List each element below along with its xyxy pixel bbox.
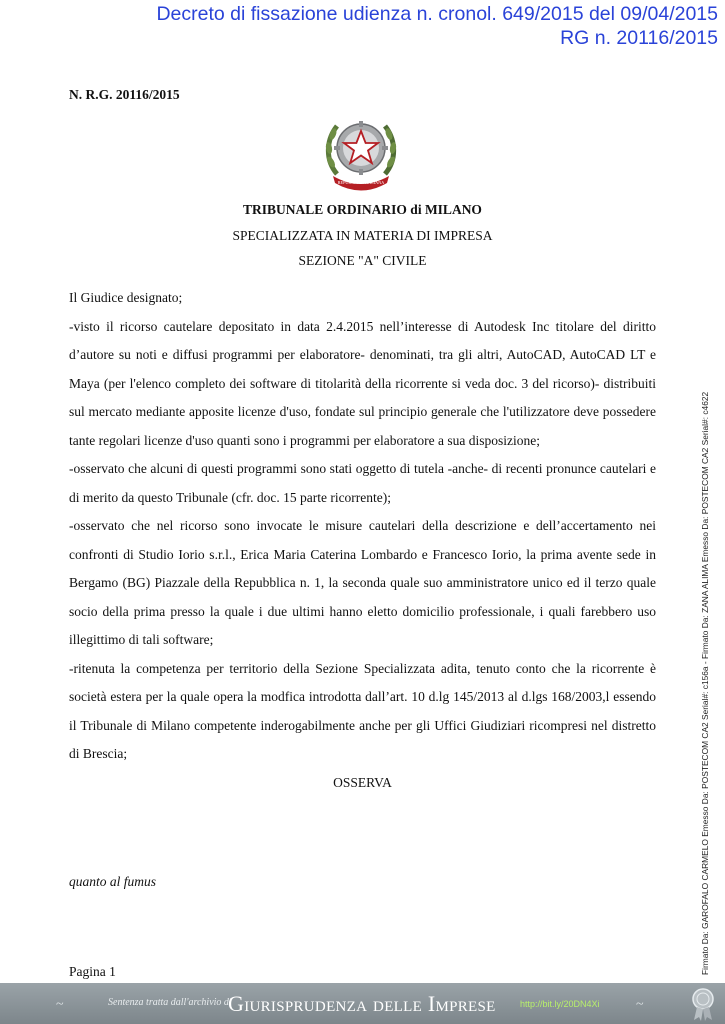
award-seal-icon bbox=[688, 987, 718, 1021]
footer-banner bbox=[0, 983, 725, 1024]
footer-link[interactable]: http://bit.ly/20DN4Xi bbox=[520, 999, 600, 1009]
ornament-left-icon: ~ bbox=[56, 997, 64, 1012]
body-paragraph: Il Giudice designato; bbox=[69, 290, 183, 305]
osserva-heading: OSSERVA bbox=[333, 774, 392, 790]
page-number: Pagina 1 bbox=[69, 964, 116, 979]
case-number: N. R.G. 20116/2015 bbox=[69, 87, 180, 102]
body-paragraph: -osservato che nel ricorso sono invocate le misure cautelari della descrizione e dell’accertamento nei confronti di Studio Iorio s.r.l., Erica Maria Caterina Lombardo e Francesco Iorio, la prima avente sede in Bergamo (BG) Piazzale della Repubblica n. 1, la seconda quale suo amministratore unico ed il terzo quale socio della prima presso la quale i due ultimi hanno eletto domicilio professionale, i quali farebbero uso illegittimo di tali software; bbox=[69, 518, 656, 647]
body-paragraph: -ritenuta la competenza per territorio della Sezione Specializzata adita, tenuto conto che la ricorrente è società estera per la quale opera la modfica introdotta dall’art. 10 d.lg 145/2013 al d.lgs 168/2003,l essendo il Tribunale di Milano competente inderogabilmente anche per gli Uffici Giudiziari ricompresi nel distretto di Brescia; bbox=[69, 660, 656, 761]
filing-decree-line: Decreto di fissazione udienza n. cronol. 649/2015 del 09/04/2015 bbox=[156, 3, 718, 25]
filing-rg-line: RG n. 20116/2015 bbox=[560, 27, 718, 49]
fumus-subheading: quanto al fumus bbox=[69, 874, 157, 889]
emblem-ribbon-text: REPUBBLICA ITALIANA bbox=[337, 180, 385, 185]
court-section: SEZIONE "A" CIVILE bbox=[298, 253, 427, 268]
digital-signature-strip: Firmato Da: GAROFALO CARMELO Emesso Da: POSTECOM CA2 Serial#: c156a - Firmato Da: ZANA ALIMA Emesso Da: POSTECOM CA2 Serial#: c4622 bbox=[700, 391, 710, 975]
footer-source-text: Sentenza tratta dall'archivio di bbox=[108, 997, 232, 1008]
italian-republic-emblem bbox=[323, 112, 399, 192]
footer-brand: Giurisprudenza delle Imprese bbox=[228, 991, 496, 1016]
court-specialization: SPECIALIZZATA IN MATERIA DI IMPRESA bbox=[232, 228, 493, 243]
court-title: TRIBUNALE ORDINARIO di MILANO bbox=[243, 202, 482, 217]
decree-body bbox=[69, 284, 656, 797]
filing-header-stamp bbox=[156, 2, 718, 50]
body-paragraph: -visto il ricorso cautelare depositato in data 2.4.2015 nell’interesse di Autodesk Inc titolare del diritto d’autore su noti e diffusi programmi per elaboratore- denominati, tra gli altri, AutoCAD, AutoCAD LT e Maya (per l'elenco completo dei software di titolarità della ricorrente si veda doc. 3 del ricorso)- distribuiti sul mercato mediante apposite licenze d'uso, fondate sul principio generale che l'utilizzatore deve possedere tante regolari licenze d'uso quanti sono i programmi per elaboratore a sua disposizione; bbox=[69, 318, 656, 448]
ornament-right-icon: ~ bbox=[636, 997, 644, 1012]
body-paragraph: -osservato che alcuni di questi programmi sono stati oggetto di tutela -anche- di recenti pronunce cautelari e di merito da questo Tribunale (cfr. doc. 15 parte ricorrente); bbox=[69, 461, 656, 505]
